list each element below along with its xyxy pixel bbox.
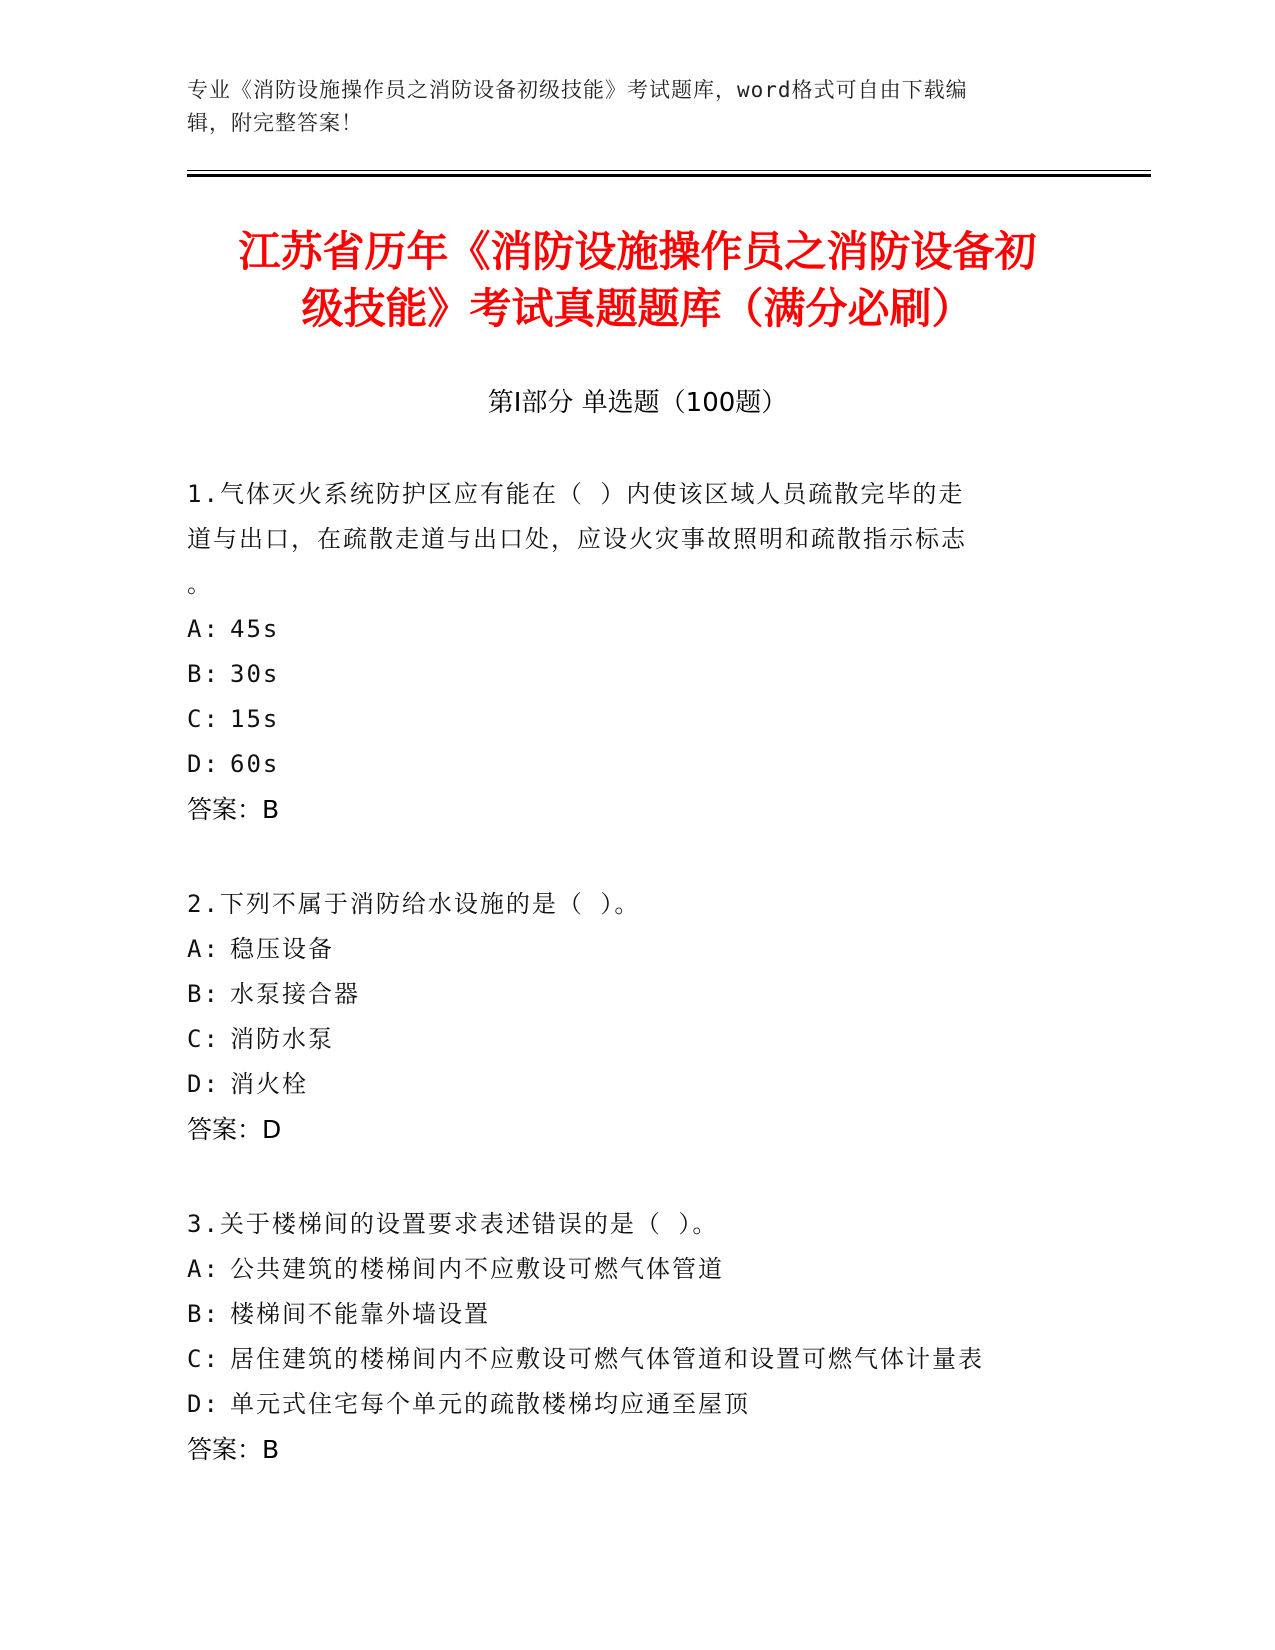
answer-line [187,1427,1087,1472]
document-title [150,223,1125,337]
question-list [187,472,1087,1522]
answer-value: B [262,1435,280,1464]
answer-line [187,1107,1087,1152]
option-c [187,697,1087,742]
question-text-line: 1.气体灭火系统防护区应有能在（ ）内使该区域人员疏散完毕的走 [187,480,965,508]
question-text-line: 。 [187,570,213,598]
option-text: 消防水泵 [230,1025,334,1053]
option-letter: C: [187,1345,220,1373]
option-letter: D: [187,750,220,778]
option-letter: A: [187,615,220,643]
option-letter: B: [187,980,220,1008]
option-d [187,1382,1087,1427]
option-letter: A: [187,935,220,963]
option-text: 公共建筑的楼梯间内不应敷设可燃气体管道 [230,1255,724,1283]
option-a [187,607,1087,652]
header-divider-thin [187,170,1151,171]
header-note-line1: 专业《消防设施操作员之消防设备初级技能》考试题库，word格式可自由下载编 [187,78,968,102]
option-text: 30s [230,660,280,688]
option-letter: A: [187,1255,220,1283]
section-title: 第Ⅰ部分 单选题（100题） [487,388,788,418]
question-text-line: 2.下列不属于消防给水设施的是（ ）。 [187,890,641,918]
question-text-line: 3.关于楼梯间的设置要求表述错误的是（ ）。 [187,1210,719,1238]
option-text: 单元式住宅每个单元的疏散楼梯均应通至屋顶 [230,1390,750,1418]
option-text: 楼梯间不能靠外墙设置 [230,1300,490,1328]
document-title-line2: 级技能》考试真题题库（满分必刷） [301,284,974,333]
option-d [187,1062,1087,1107]
answer-label: 答案： [187,1115,263,1144]
option-text: 稳压设备 [230,935,334,963]
question-3 [187,1202,1087,1472]
header-divider-thick [187,174,1151,177]
option-b [187,972,1087,1017]
header-note-line2: 辑，附完整答案！ [187,111,363,135]
answer-label: 答案： [187,1435,263,1464]
answer-line [187,787,1087,832]
option-b [187,1292,1087,1337]
answer-value: D [262,1115,282,1144]
option-text: 居住建筑的楼梯间内不应敷设可燃气体管道和设置可燃气体计量表 [230,1345,984,1373]
question-2 [187,882,1087,1152]
option-c [187,1017,1087,1062]
option-c [187,1337,1087,1382]
option-letter: C: [187,705,220,733]
option-a [187,927,1087,972]
option-text: 15s [230,705,280,733]
option-text: 水泵接合器 [230,980,360,1008]
question-1 [187,472,1087,832]
option-text: 60s [230,750,280,778]
option-a [187,1247,1087,1292]
option-text: 消火栓 [230,1070,308,1098]
question-text-line: 道与出口，在疏散走道与出口处，应设火灾事故照明和疏散指示标志 [187,525,967,553]
document-title-line1: 江苏省历年《消防设施操作员之消防设备初 [238,227,1037,276]
option-b [187,652,1087,697]
option-letter: B: [187,1300,220,1328]
option-letter: C: [187,1025,220,1053]
option-letter: D: [187,1070,220,1098]
answer-label: 答案： [187,795,263,824]
answer-value: B [262,795,280,824]
option-d [187,742,1087,787]
option-text: 45s [230,615,280,643]
header-note [187,74,1067,140]
option-letter: D: [187,1390,220,1418]
option-letter: B: [187,660,220,688]
